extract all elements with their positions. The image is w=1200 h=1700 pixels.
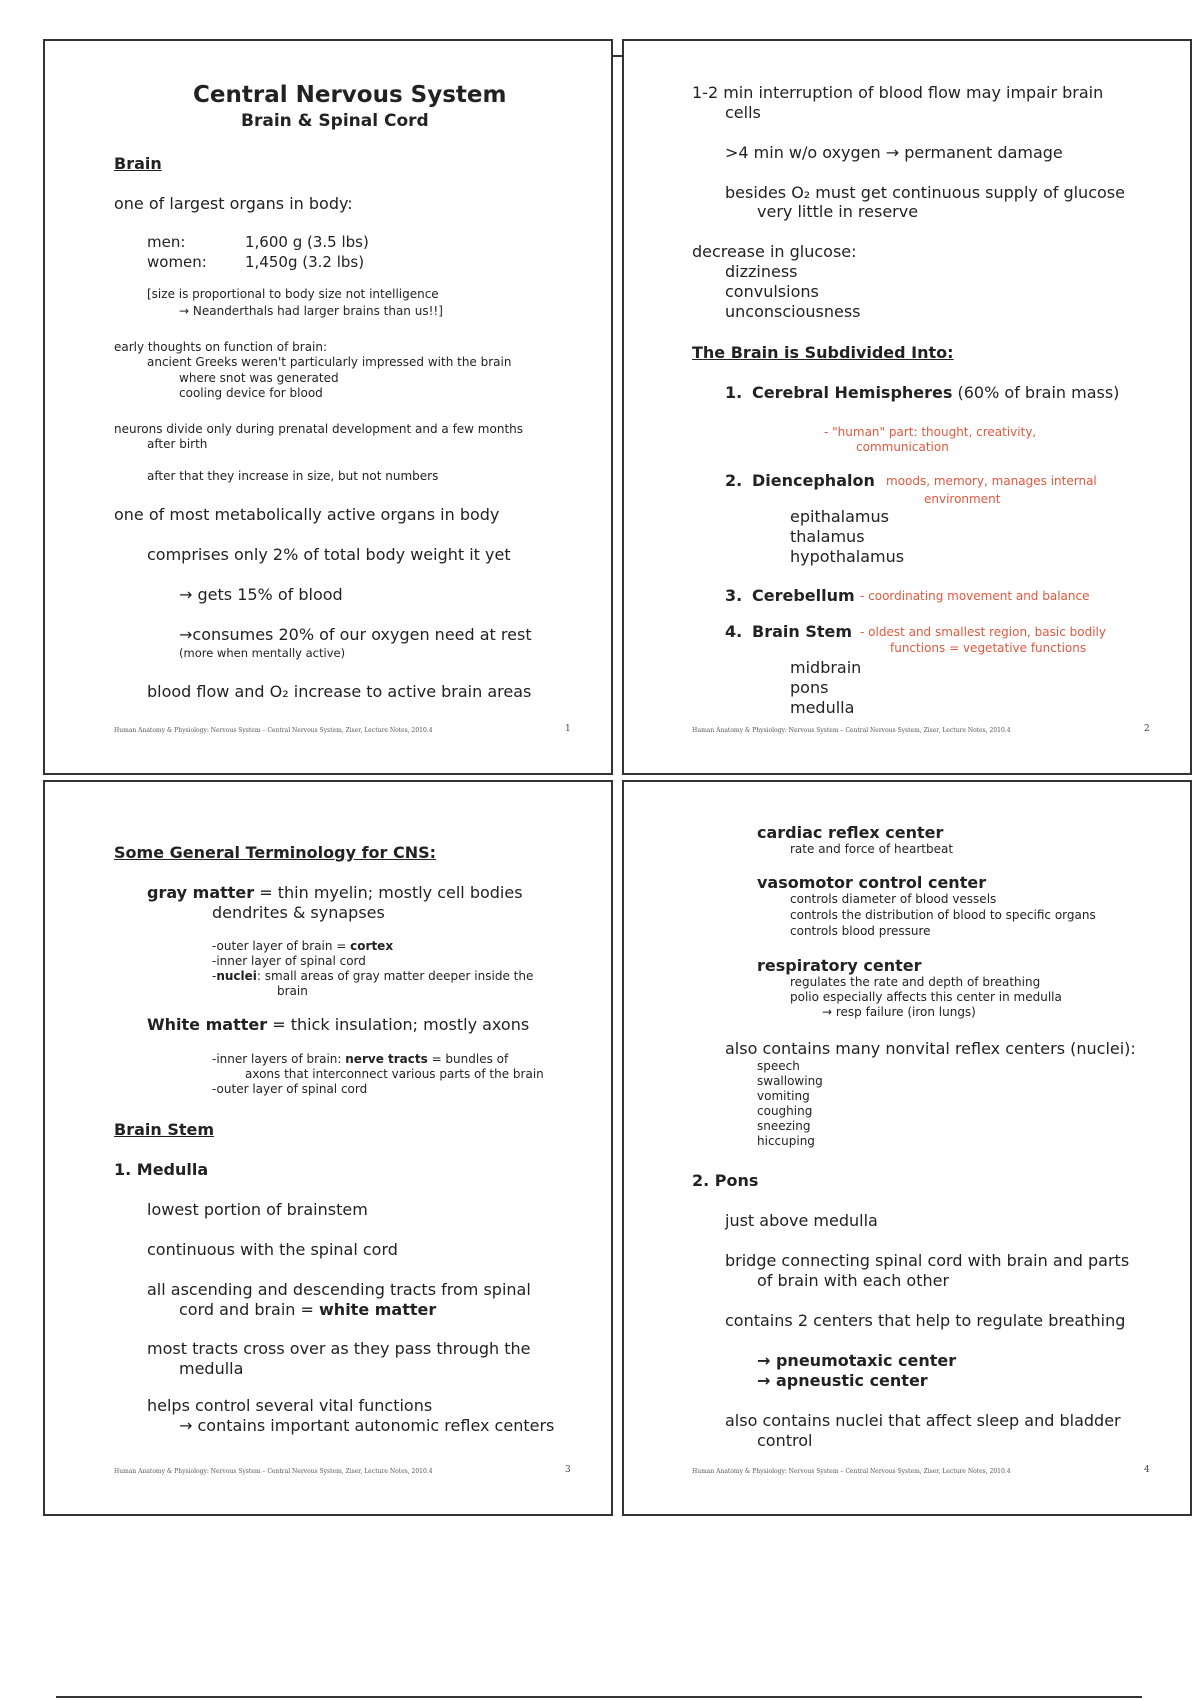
term: White matter bbox=[147, 1015, 268, 1034]
text-line: >4 min w/o oxygen → permanent damage bbox=[725, 143, 1063, 162]
text-line: contains 2 centers that help to regulate breathing bbox=[725, 1311, 1126, 1330]
text-line: axons that interconnect various parts of the brain bbox=[245, 1067, 544, 1081]
text-line: rate and force of heartbeat bbox=[790, 842, 954, 856]
item-name: Cerebellum bbox=[752, 586, 855, 605]
text-part: : small areas of gray matter deeper inside the bbox=[256, 969, 534, 983]
page-number: 2 bbox=[1144, 724, 1150, 734]
slide-page-2 bbox=[622, 39, 1192, 775]
text-line: unconsciousness bbox=[725, 302, 861, 321]
list-item bbox=[752, 383, 1119, 403]
text-line: → gets 15% of blood bbox=[179, 585, 343, 604]
slide-page-1 bbox=[43, 39, 613, 775]
list-item: vomiting bbox=[757, 1089, 810, 1103]
subsection-heading: cardiac reflex center bbox=[757, 823, 944, 842]
section-heading: The Brain is Subdivided Into: bbox=[692, 343, 954, 362]
subsection-heading: vasomotor control center bbox=[757, 873, 987, 892]
text-line bbox=[212, 1052, 508, 1067]
text-line: polio especially affects this center in medulla bbox=[790, 990, 1062, 1004]
text-line: epithalamus bbox=[790, 507, 889, 526]
item-detail: (60% of brain mass) bbox=[952, 383, 1120, 402]
page-number: 4 bbox=[1144, 1465, 1150, 1475]
subsection-heading: 1. Medulla bbox=[114, 1160, 209, 1179]
text-part: nerve tracts bbox=[345, 1052, 428, 1066]
text-line: → pneumotaxic center bbox=[757, 1351, 957, 1370]
annotation: - oldest and smallest region, basic bodily bbox=[860, 625, 1106, 639]
page-number: 1 bbox=[565, 724, 571, 734]
definition: = thin myelin; mostly cell bodies bbox=[254, 883, 523, 902]
text-line: neurons divide only during prenatal development and a few months bbox=[114, 422, 524, 436]
subsection-heading: 2. Pons bbox=[692, 1171, 759, 1190]
annotation: communication bbox=[856, 440, 949, 454]
text-line: 1-2 min interruption of blood flow may impair brain bbox=[692, 83, 1104, 102]
text-line: most tracts cross over as they pass through the bbox=[147, 1339, 531, 1358]
annotation: - coordinating movement and balance bbox=[860, 589, 1090, 603]
text-line: after birth bbox=[147, 437, 208, 451]
item-name: Diencephalon bbox=[752, 471, 875, 490]
list-item: coughing bbox=[757, 1104, 813, 1118]
text-line: dendrites & synapses bbox=[212, 903, 385, 922]
text-line: cooling device for blood bbox=[179, 386, 323, 400]
section-heading: Brain Stem bbox=[114, 1120, 215, 1139]
text-line: medulla bbox=[179, 1359, 244, 1378]
text-line: controls the distribution of blood to specific organs bbox=[790, 908, 1096, 922]
text-line: medulla bbox=[790, 698, 855, 717]
text-line: one of largest organs in body: bbox=[114, 194, 353, 213]
text-part: -outer layer of brain = bbox=[212, 939, 351, 953]
men-label: men: bbox=[147, 233, 186, 251]
text-part: - bbox=[212, 969, 217, 983]
text-line: ancient Greeks weren't particularly impressed with the brain bbox=[147, 355, 512, 369]
text-line: brain bbox=[277, 984, 308, 998]
page-subtitle: Brain & Spinal Cord bbox=[241, 111, 429, 131]
text-line: (more when mentally active) bbox=[179, 646, 346, 660]
text-line: of brain with each other bbox=[757, 1271, 950, 1290]
text-part: nuclei bbox=[216, 969, 257, 983]
page-title: Central Nervous System bbox=[193, 82, 507, 108]
annotation: moods, memory, manages internal bbox=[886, 474, 1097, 488]
text-line: where snot was generated bbox=[179, 371, 339, 385]
text-line: pons bbox=[790, 678, 829, 697]
text-line bbox=[179, 1300, 436, 1320]
term: gray matter bbox=[147, 883, 255, 902]
text-line: also contains many nonvital reflex centers (nuclei): bbox=[725, 1039, 1136, 1058]
size-note: [size is proportional to body size not intelligence bbox=[147, 287, 439, 301]
bottom-rule bbox=[56, 1696, 1142, 1698]
definition: = thick insulation; mostly axons bbox=[267, 1015, 530, 1034]
text-line: -outer layer of spinal cord bbox=[212, 1082, 368, 1096]
page-footer: Human Anatomy & Physiology: Nervous System – Central Nervous System, Ziser, Lecture Notes, 2010.4 bbox=[114, 727, 433, 734]
text-line: lowest portion of brainstem bbox=[147, 1200, 368, 1219]
text-line: -inner layer of spinal cord bbox=[212, 954, 366, 968]
text-line: blood flow and O₂ increase to active brain areas bbox=[147, 682, 532, 701]
annotation: environment bbox=[924, 492, 1001, 506]
text-line: decrease in glucose: bbox=[692, 242, 857, 261]
list-number: 3. bbox=[725, 586, 743, 605]
list-number: 4. bbox=[725, 622, 743, 641]
text-line: very little in reserve bbox=[757, 202, 919, 221]
text-line: comprises only 2% of total body weight it yet bbox=[147, 545, 511, 564]
list-item: speech bbox=[757, 1059, 800, 1073]
text-line: → contains important autonomic reflex centers bbox=[179, 1416, 555, 1435]
text-part: cortex bbox=[350, 939, 394, 953]
list-item: swallowing bbox=[757, 1074, 823, 1088]
subsection-heading: respiratory center bbox=[757, 956, 922, 975]
women-value: 1,450g (3.2 lbs) bbox=[245, 253, 365, 271]
list-number: 2. bbox=[725, 471, 743, 490]
text-part: = bundles of bbox=[427, 1052, 509, 1066]
text-line: cells bbox=[725, 103, 761, 122]
women-label: women: bbox=[147, 253, 207, 271]
text-line: controls diameter of blood vessels bbox=[790, 892, 997, 906]
text-line: controls blood pressure bbox=[790, 924, 931, 938]
text-line: →consumes 20% of our oxygen need at rest bbox=[179, 625, 532, 644]
page-footer: Human Anatomy & Physiology: Nervous System – Central Nervous System, Ziser, Lecture Notes, 2010.4 bbox=[692, 727, 1011, 734]
text-line: besides O₂ must get continuous supply of glucose bbox=[725, 183, 1125, 202]
section-heading: Some General Terminology for CNS: bbox=[114, 843, 437, 862]
text-line: all ascending and descending tracts from spinal bbox=[147, 1280, 531, 1299]
list-item: sneezing bbox=[757, 1119, 811, 1133]
list-number: 1. bbox=[725, 383, 743, 402]
text-part: white matter bbox=[319, 1300, 437, 1319]
text-line bbox=[212, 939, 393, 954]
gray-matter-line bbox=[147, 883, 523, 903]
text-line: just above medulla bbox=[725, 1211, 878, 1230]
text-line: also contains nuclei that affect sleep and bladder bbox=[725, 1411, 1121, 1430]
text-line: convulsions bbox=[725, 282, 819, 301]
white-matter-line bbox=[147, 1015, 529, 1035]
brain-heading: Brain bbox=[114, 154, 162, 173]
text-line: thalamus bbox=[790, 527, 865, 546]
text-line: → resp failure (iron lungs) bbox=[822, 1005, 976, 1019]
text-line: bridge connecting spinal cord with brain and parts bbox=[725, 1251, 1130, 1270]
page-footer: Human Anatomy & Physiology: Nervous System – Central Nervous System, Ziser, Lecture Notes, 2010.4 bbox=[114, 1468, 433, 1475]
annotation: - "human" part: thought, creativity, bbox=[824, 425, 1037, 439]
slide-page-4 bbox=[622, 780, 1192, 1516]
page-footer: Human Anatomy & Physiology: Nervous System – Central Nervous System, Ziser, Lecture Notes, 2010.4 bbox=[692, 1468, 1011, 1475]
text-line: midbrain bbox=[790, 658, 862, 677]
item-name: Cerebral Hemispheres bbox=[752, 383, 953, 402]
text-line: early thoughts on function of brain: bbox=[114, 340, 328, 354]
annotation: functions = vegetative functions bbox=[890, 641, 1087, 655]
text-line bbox=[212, 969, 533, 984]
list-item: hiccuping bbox=[757, 1134, 815, 1148]
text-line: dizziness bbox=[725, 262, 798, 281]
men-value: 1,600 g (3.5 lbs) bbox=[245, 233, 369, 251]
text-line: hypothalamus bbox=[790, 547, 905, 566]
text-part: -inner layers of brain: bbox=[212, 1052, 346, 1066]
text-line: after that they increase in size, but not numbers bbox=[147, 469, 439, 483]
slide-page-3 bbox=[43, 780, 613, 1516]
text-line: continuous with the spinal cord bbox=[147, 1240, 398, 1259]
page-number: 3 bbox=[565, 1465, 571, 1475]
item-name: Brain Stem bbox=[752, 622, 853, 641]
text-line: control bbox=[757, 1431, 813, 1450]
size-note: → Neanderthals had larger brains than us!!] bbox=[179, 304, 443, 318]
text-line: regulates the rate and depth of breathing bbox=[790, 975, 1041, 989]
text-line: → apneustic center bbox=[757, 1371, 928, 1390]
text-part: cord and brain = bbox=[179, 1300, 320, 1319]
text-line: helps control several vital functions bbox=[147, 1396, 433, 1415]
text-line: one of most metabolically active organs in body bbox=[114, 505, 500, 524]
